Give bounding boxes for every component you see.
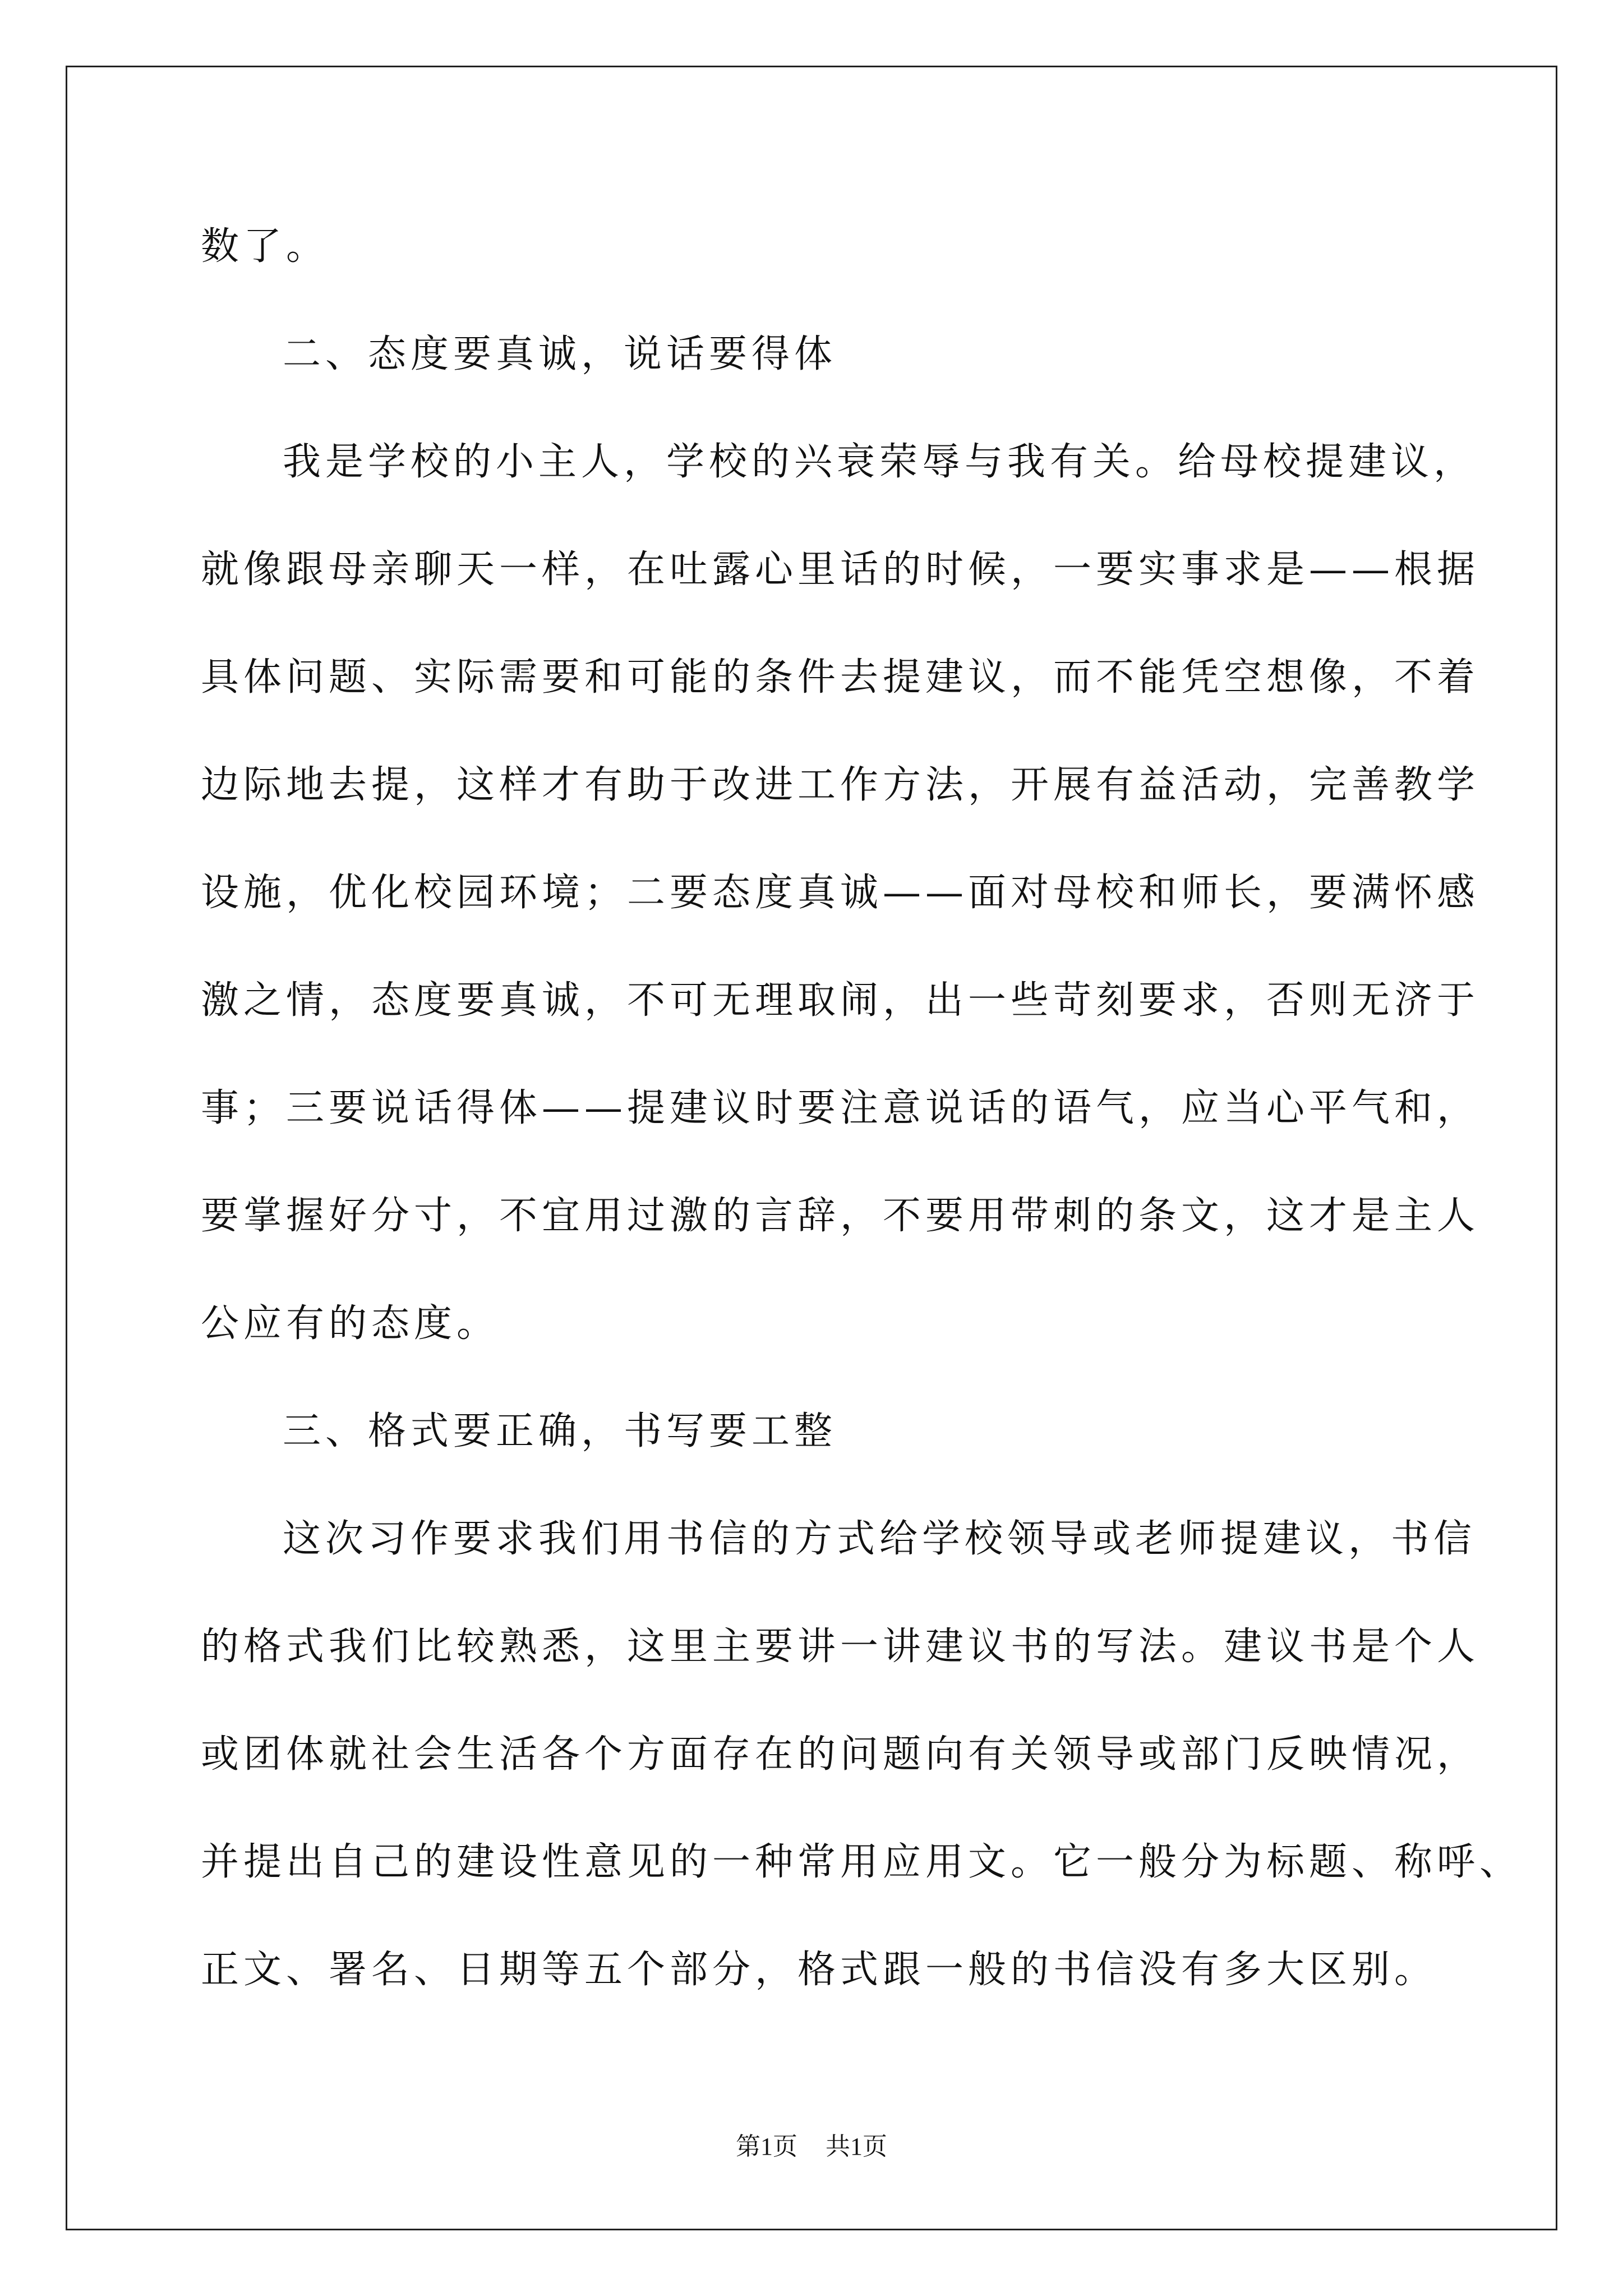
page-number-total: 共1页 — [826, 2133, 887, 2160]
text-line: 公应有的态度。 — [201, 1301, 500, 1346]
document-body — [201, 213, 1523, 2044]
page-footer — [0, 2126, 1623, 2162]
text-line: 设施，优化校园环境；二要态度真诚——面对母校和师长，要满怀感 — [201, 871, 1480, 915]
text-line: 我是学校的小主人，学校的兴衰荣辱与我有关。给母校提建议， — [283, 440, 1477, 484]
text-line: 就像跟母亲聊天一样，在吐露心里话的时候，一要实事求是——根据 — [201, 547, 1480, 592]
text-line: 并提出自己的建设性意见的一种常用应用文。它一般分为标题、称呼、 — [201, 1840, 1523, 1884]
text-line: 这次习作要求我们用书信的方式给学校领导或老师提建议，书信 — [283, 1517, 1477, 1561]
text-line: 事；三要说话得体——提建议时要注意说话的语气，应当心平气和， — [201, 1086, 1480, 1130]
text-line: 要掌握好分寸，不宜用过激的言辞，不要用带刺的条文，这才是主人 — [201, 1194, 1480, 1238]
text-line: 或团体就社会生活各个方面存在的问题向有关领导或部门反映情况， — [201, 1732, 1480, 1777]
text-line: 的格式我们比较熟悉，这里主要讲一讲建议书的写法。建议书是个人 — [201, 1625, 1480, 1669]
text-line: 激之情，态度要真诚，不可无理取闹，出一些苛刻要求，否则无济于 — [201, 978, 1480, 1023]
section-heading-format: 三、格式要正确，书写要工整 — [283, 1409, 837, 1453]
text-line: 数了。 — [201, 224, 329, 269]
text-line: 正文、署名、日期等五个部分，格式跟一般的书信没有多大区别。 — [201, 1948, 1437, 1992]
section-heading-attitude: 二、态度要真诚，说话要得体 — [283, 332, 837, 376]
page-number-current: 第1页 — [736, 2133, 797, 2160]
text-line: 边际地去提，这样才有助于改进工作方法，开展有益活动，完善教学 — [201, 763, 1480, 807]
text-line: 具体问题、实际需要和可能的条件去提建议，而不能凭空想像，不着 — [201, 655, 1480, 700]
